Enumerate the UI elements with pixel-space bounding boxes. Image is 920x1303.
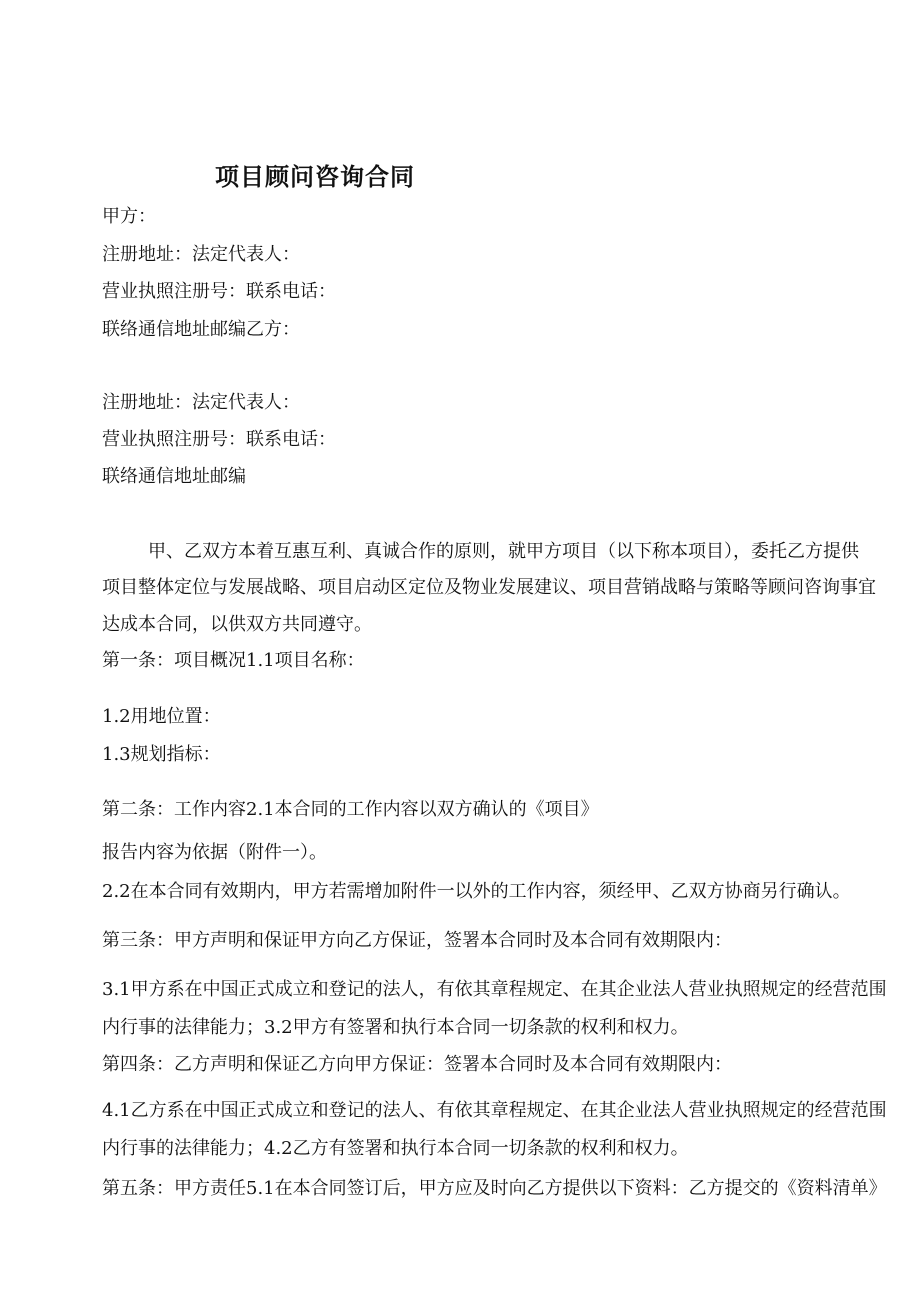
preamble-line: 达成本合同，以供双方共同遵守。 (102, 614, 372, 635)
document-title: 项目顾问咨询合同 (215, 163, 415, 191)
party-a-address: 注册地址：法定代表人： (102, 244, 300, 265)
article-4-2: 内行事的法律能力；4.2乙方有签署和执行本合同一切条款的权利和权力。 (102, 1138, 689, 1159)
article-1: 第一条：项目概况1.1项目名称： (102, 650, 365, 671)
party-b-address: 注册地址：法定代表人： (102, 392, 300, 413)
preamble-line: 项目整体定位与发展战略、项目启动区定位及物业发展建议、项目营销战略与策略等顾问咨询事宜 (102, 577, 876, 598)
article-1-2: 1.2用地位置： (102, 706, 221, 727)
article-2: 第二条：工作内容2.1本合同的工作内容以双方确认的《项目》 (102, 799, 599, 820)
article-3-1: 3.1甲方系在中国正式成立和登记的法人，有依其章程规定、在其企业法人营业执照规定的经营范围 (102, 979, 887, 1000)
article-2-cont: 报告内容为依据（附件一）。 (102, 842, 327, 863)
article-4: 第四条：乙方声明和保证乙方向甲方保证：签署本合同时及本合同有效期限内： (102, 1054, 732, 1075)
party-b-license: 营业执照注册号：联系电话： (102, 429, 336, 450)
party-a-contact-party-b-label: 联络通信地址邮编乙方： (102, 319, 300, 340)
article-3-2: 内行事的法律能力；3.2甲方有签署和执行本合同一切条款的权利和权力。 (102, 1017, 689, 1038)
party-a-label: 甲方： (102, 206, 156, 227)
party-b-contact: 联络通信地址邮编 (102, 466, 246, 487)
article-1-3: 1.3规划指标： (102, 744, 221, 765)
article-3: 第三条：甲方声明和保证甲方向乙方保证，签署本合同时及本合同有效期限内： (102, 930, 732, 951)
party-a-license: 营业执照注册号：联系电话： (102, 281, 336, 302)
article-2-2: 2.2在本合同有效期内，甲方若需增加附件一以外的工作内容，须经甲、乙双方协商另行确认。 (102, 881, 851, 902)
article-5: 第五条：甲方责任5.1在本合同签订后，甲方应及时向乙方提供以下资料：乙方提交的《资料清单》 (102, 1178, 887, 1199)
article-4-1: 4.1乙方系在中国正式成立和登记的法人、有依其章程规定、在其企业法人营业执照规定的经营范围 (102, 1100, 887, 1121)
preamble-line: 甲、乙双方本着互惠互利、真诚合作的原则，就甲方项目（以下称本项目），委托乙方提供 (148, 541, 859, 562)
